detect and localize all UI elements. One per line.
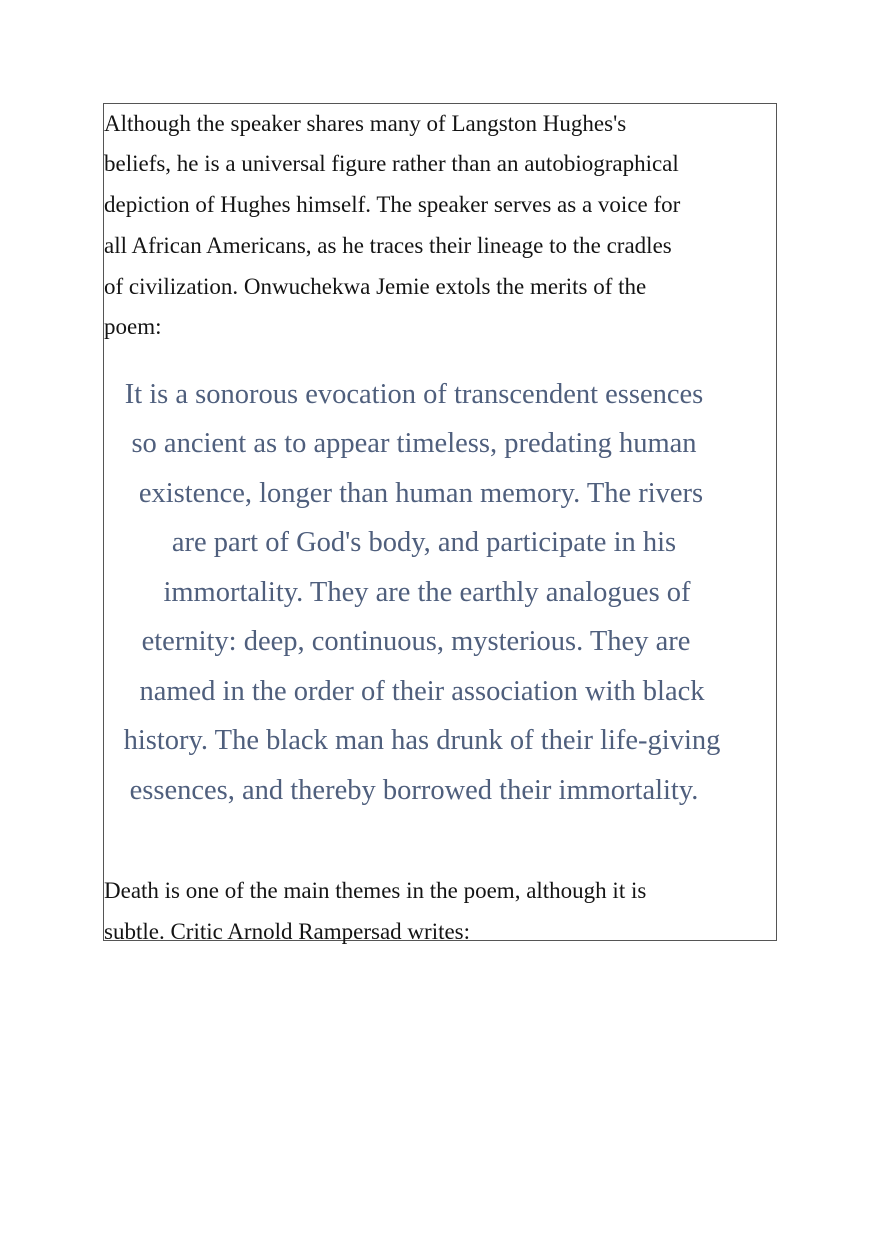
- intro-line: poem:: [104, 314, 162, 339]
- quote-line: history. The black man has drunk of their life-giving: [123, 725, 721, 756]
- quote-line: It is a sonorous evocation of transcendent essences: [124, 379, 704, 410]
- quote-line: existence, longer than human memory. The rivers: [138, 478, 704, 509]
- intro-line: all African Americans, as he traces their lineage to the cradles: [104, 233, 672, 258]
- quote-line: essences, and thereby borrowed their immortality.: [129, 775, 699, 806]
- quote-line: named in the order of their association with black: [139, 676, 705, 707]
- quote-line: so ancient as to appear timeless, predating human: [131, 428, 697, 459]
- intro-line: Although the speaker shares many of Langston Hughes's: [104, 111, 627, 136]
- intro-line: depiction of Hughes himself. The speaker serves as a voice for: [104, 192, 681, 217]
- quote-line: are part of God's body, and participate in his: [171, 527, 677, 558]
- intro-line: beliefs, he is a universal figure rather than an autobiographical: [104, 151, 679, 176]
- intro-line: of civilization. Onwuchekwa Jemie extols the merits of the: [104, 274, 647, 299]
- text-frame: [103, 103, 777, 944]
- quote-line: eternity: deep, continuous, mysterious. They are: [141, 626, 691, 657]
- closing-line: Death is one of the main themes in the poem, although it is: [104, 878, 647, 903]
- closing-line: subtle. Critic Arnold Rampersad writes:: [104, 919, 471, 944]
- quote-line: immortality. They are the earthly analogues of: [163, 577, 691, 608]
